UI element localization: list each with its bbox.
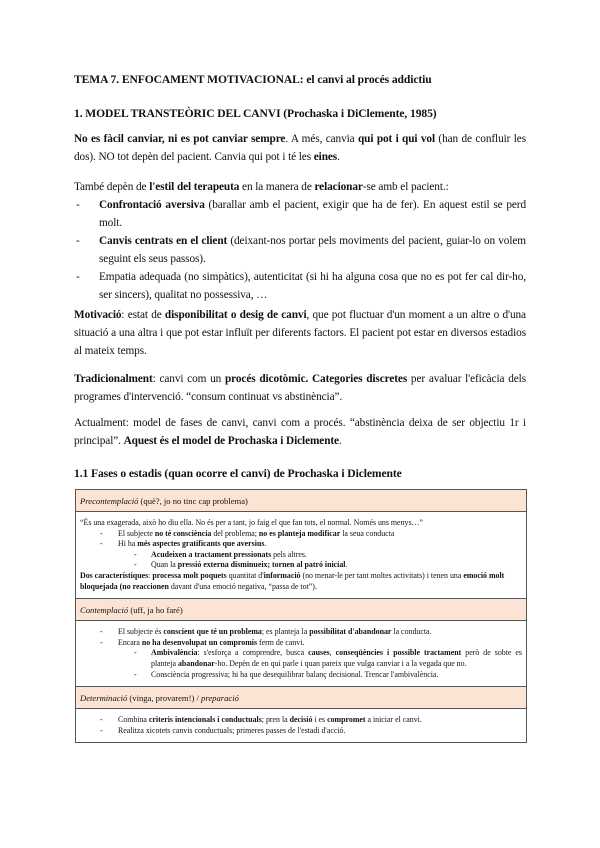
table-cell-precontemplacio: [76, 512, 526, 599]
list-item: [80, 529, 522, 540]
bold-text: relacionar: [314, 181, 363, 193]
text: la conducta.: [391, 627, 432, 637]
stage-name: Contemplació: [80, 605, 129, 616]
text: (deixant-nos portar pels moviments del pacient, guiar-lo on volem seguint els seus passos).: [99, 235, 526, 265]
page-title: TEMA 7. ENFOCAMENT MOTIVACIONAL: el canvi al procés addictiu: [74, 73, 432, 86]
text: : canvi com un: [152, 373, 225, 385]
bold-text: l'estil del terapeuta: [149, 181, 240, 193]
bold-text: Tradicionalment: [74, 373, 153, 385]
bold-text: decisió: [289, 715, 313, 725]
list-item: [80, 638, 522, 649]
text: ferm de canvi.: [257, 637, 305, 647]
text: .: [345, 560, 348, 570]
text: (barallar amb el pacient, exigir que ha de fer). En aquest estil se perd molt.: [99, 199, 526, 229]
text: També depèn de: [74, 181, 150, 193]
bold-text: procés dicotòmic. Categories discretes: [224, 373, 408, 385]
text: (no menar-le per tant moltes activitats) i tenen una: [300, 570, 464, 580]
paragraph-motivacio: [74, 306, 526, 360]
quote: “És una exagerada, això ho diu ella. No és per a tant, jo faig el que fan tots, el normal. Només uns menys…”: [80, 518, 423, 527]
text: i es: [312, 715, 328, 725]
text: Consciència progressiva; hi ha que desequilibrar balanç decisional. Trencar l'ambivalència.: [151, 669, 439, 679]
bold-text: conscient que té un problema: [163, 627, 262, 637]
text: (han de confluir les dos). NO tot depèn del pacient. Canvia qui pot i té les: [74, 133, 526, 163]
list-item: [80, 670, 522, 681]
bold-text: Dos característiques: [80, 570, 149, 580]
bold-text: abandonar: [177, 658, 215, 668]
text: la seua conducta: [340, 528, 395, 538]
stages-table: [75, 489, 527, 743]
stage-name: preparació: [201, 693, 239, 704]
bold-text: més aspectes gratificants que aversius: [137, 539, 265, 549]
text: El subjecte: [118, 528, 155, 538]
stage-name: Precontemplació: [80, 496, 139, 506]
section-heading: 1. MODEL TRANSTEÒRIC DEL CANVI (Prochaska i DiClemente, 1985): [74, 107, 437, 120]
bold-text: possibilitat d'abandonar: [309, 627, 392, 637]
table-header-determinacio: [76, 687, 526, 709]
text: Quan la: [151, 560, 178, 570]
text: -se amb el pacient.:: [362, 181, 449, 193]
list-item: [80, 627, 522, 638]
text: en la manera de: [239, 181, 315, 193]
text: .: [337, 151, 340, 163]
stage-sublist: [80, 550, 522, 571]
bold-text: no ha desenvolupat un compromís: [141, 637, 258, 647]
text: ; es planteja la: [261, 627, 310, 637]
text: Hi ha: [118, 539, 138, 549]
list-item: [80, 648, 522, 669]
bold-text: processa molt poquets: [152, 570, 227, 580]
text: ,: [329, 648, 336, 658]
table-header-precontemplacio: [76, 490, 526, 512]
text: Empatia adequada (no simpàtics), autenticitat (si hi ha alguna cosa que no es pot fer cal dir-ho, ser sincers), qualitat no possessiva, …: [99, 271, 526, 301]
paragraph-tradicionalment: [74, 370, 526, 406]
bold-text: Acudeixen a tractament pressionats: [151, 549, 272, 559]
text: : s'esforça a comprendre, busca: [197, 648, 309, 658]
list-item: [74, 196, 526, 232]
text: :: [148, 570, 153, 580]
paragraph-actualment: [74, 414, 526, 450]
text: -ho. Depèn de en qui parle i quan pareix que vulga canviar i a la vegada que no.: [214, 658, 467, 668]
list-item: [80, 550, 522, 561]
bold-text: disponibilitat o desig de canvi: [164, 309, 307, 321]
stage-note: (uff, ja ho faré): [128, 605, 183, 616]
bold-text: conseqüències i possible tractament: [335, 648, 462, 658]
list-item: [80, 726, 522, 737]
list-item: [80, 715, 522, 726]
text: .: [338, 435, 342, 447]
bold-text: Canvis centrats en el client: [99, 235, 228, 247]
stage-note: (què?, jo no tinc cap problema): [138, 496, 248, 506]
text: davant d'una emoció negativa, “passa de tot”).: [168, 581, 317, 591]
text: del problema;: [211, 528, 259, 538]
text: .: [264, 539, 267, 549]
stage-list: [80, 627, 522, 648]
list-item: [74, 232, 526, 268]
bold-text: informació: [263, 570, 301, 580]
bold-text: qui pot i qui vol: [358, 133, 436, 145]
stage-name: Determinació: [80, 693, 128, 704]
bold-text: No es fàcil canviar, ni es pot canviar sempre: [74, 133, 286, 145]
text: pels altres.: [271, 549, 307, 559]
bold-text: Ambivalència: [151, 648, 198, 658]
text: Combina: [118, 715, 149, 725]
text: Actualment: model de fases de canvi, canvi com a procés. “abstinència deixa de ser objectiu 1r i principal”.: [74, 417, 526, 447]
characteristics-text: [80, 571, 522, 592]
list-item: [80, 539, 522, 550]
style-list: [74, 196, 526, 304]
bold-text: criteris intencionals i conductuals: [148, 715, 262, 725]
bold-text: Aquest és el model de Prochaska i Diclemente: [123, 435, 339, 447]
table-cell-contemplacio: [76, 621, 526, 687]
text: quantitat d': [226, 570, 264, 580]
text: . A més, canvia: [285, 133, 358, 145]
bold-text: pressió externa disminueix; tornen al patró inicial: [177, 560, 346, 570]
text: : estat de: [121, 309, 165, 321]
table-cell-determinacio: [76, 709, 526, 742]
list-item: [74, 268, 526, 304]
stage-list: [80, 529, 522, 550]
stage-note: (vinga, provarem!) /: [127, 693, 202, 704]
text: però de sobte es planteja: [151, 648, 523, 668]
text: a iniciar el canvi.: [365, 715, 422, 725]
text: Realitza xicotets canvis conductuals; primeres passes de l'estadi d'acció.: [118, 725, 346, 735]
table-header-contemplacio: [76, 599, 526, 621]
bold-text: no té consciència: [154, 528, 212, 538]
stage-list: [80, 715, 522, 736]
subsection-heading: 1.1 Fases o estadis (quan ocorre el canvi) de Prochaska i Diclemente: [74, 467, 402, 480]
paragraph-canvi: [74, 130, 526, 166]
bold-text: compromet: [327, 715, 366, 725]
text: per avaluar l'eficàcia dels programes d'intervenció. “consum continuat vs abstinència”.: [74, 373, 526, 403]
bold-text: causes: [308, 648, 330, 658]
bold-text: Confrontació aversiva: [99, 199, 205, 211]
text: ; pren la: [261, 715, 290, 725]
paragraph-terapeuta: [74, 178, 526, 304]
bold-text: no es planteja modificar: [258, 528, 341, 538]
text: , que pot fluctuar d'un moment a un altre o d'una situació a una altra i que pot estar influït per diferents factors. El pacient pot estar en diversos estadios al mateix temps.: [74, 309, 526, 357]
text: Encara: [118, 637, 142, 647]
bold-text: eines: [313, 151, 338, 163]
list-item: [80, 560, 522, 571]
bold-text: Motivació: [74, 309, 122, 321]
stage-sublist: [80, 648, 522, 680]
bold-text: emoció molt bloquejada (no reaccionen: [80, 570, 505, 591]
text: El subjecte és: [118, 627, 164, 637]
